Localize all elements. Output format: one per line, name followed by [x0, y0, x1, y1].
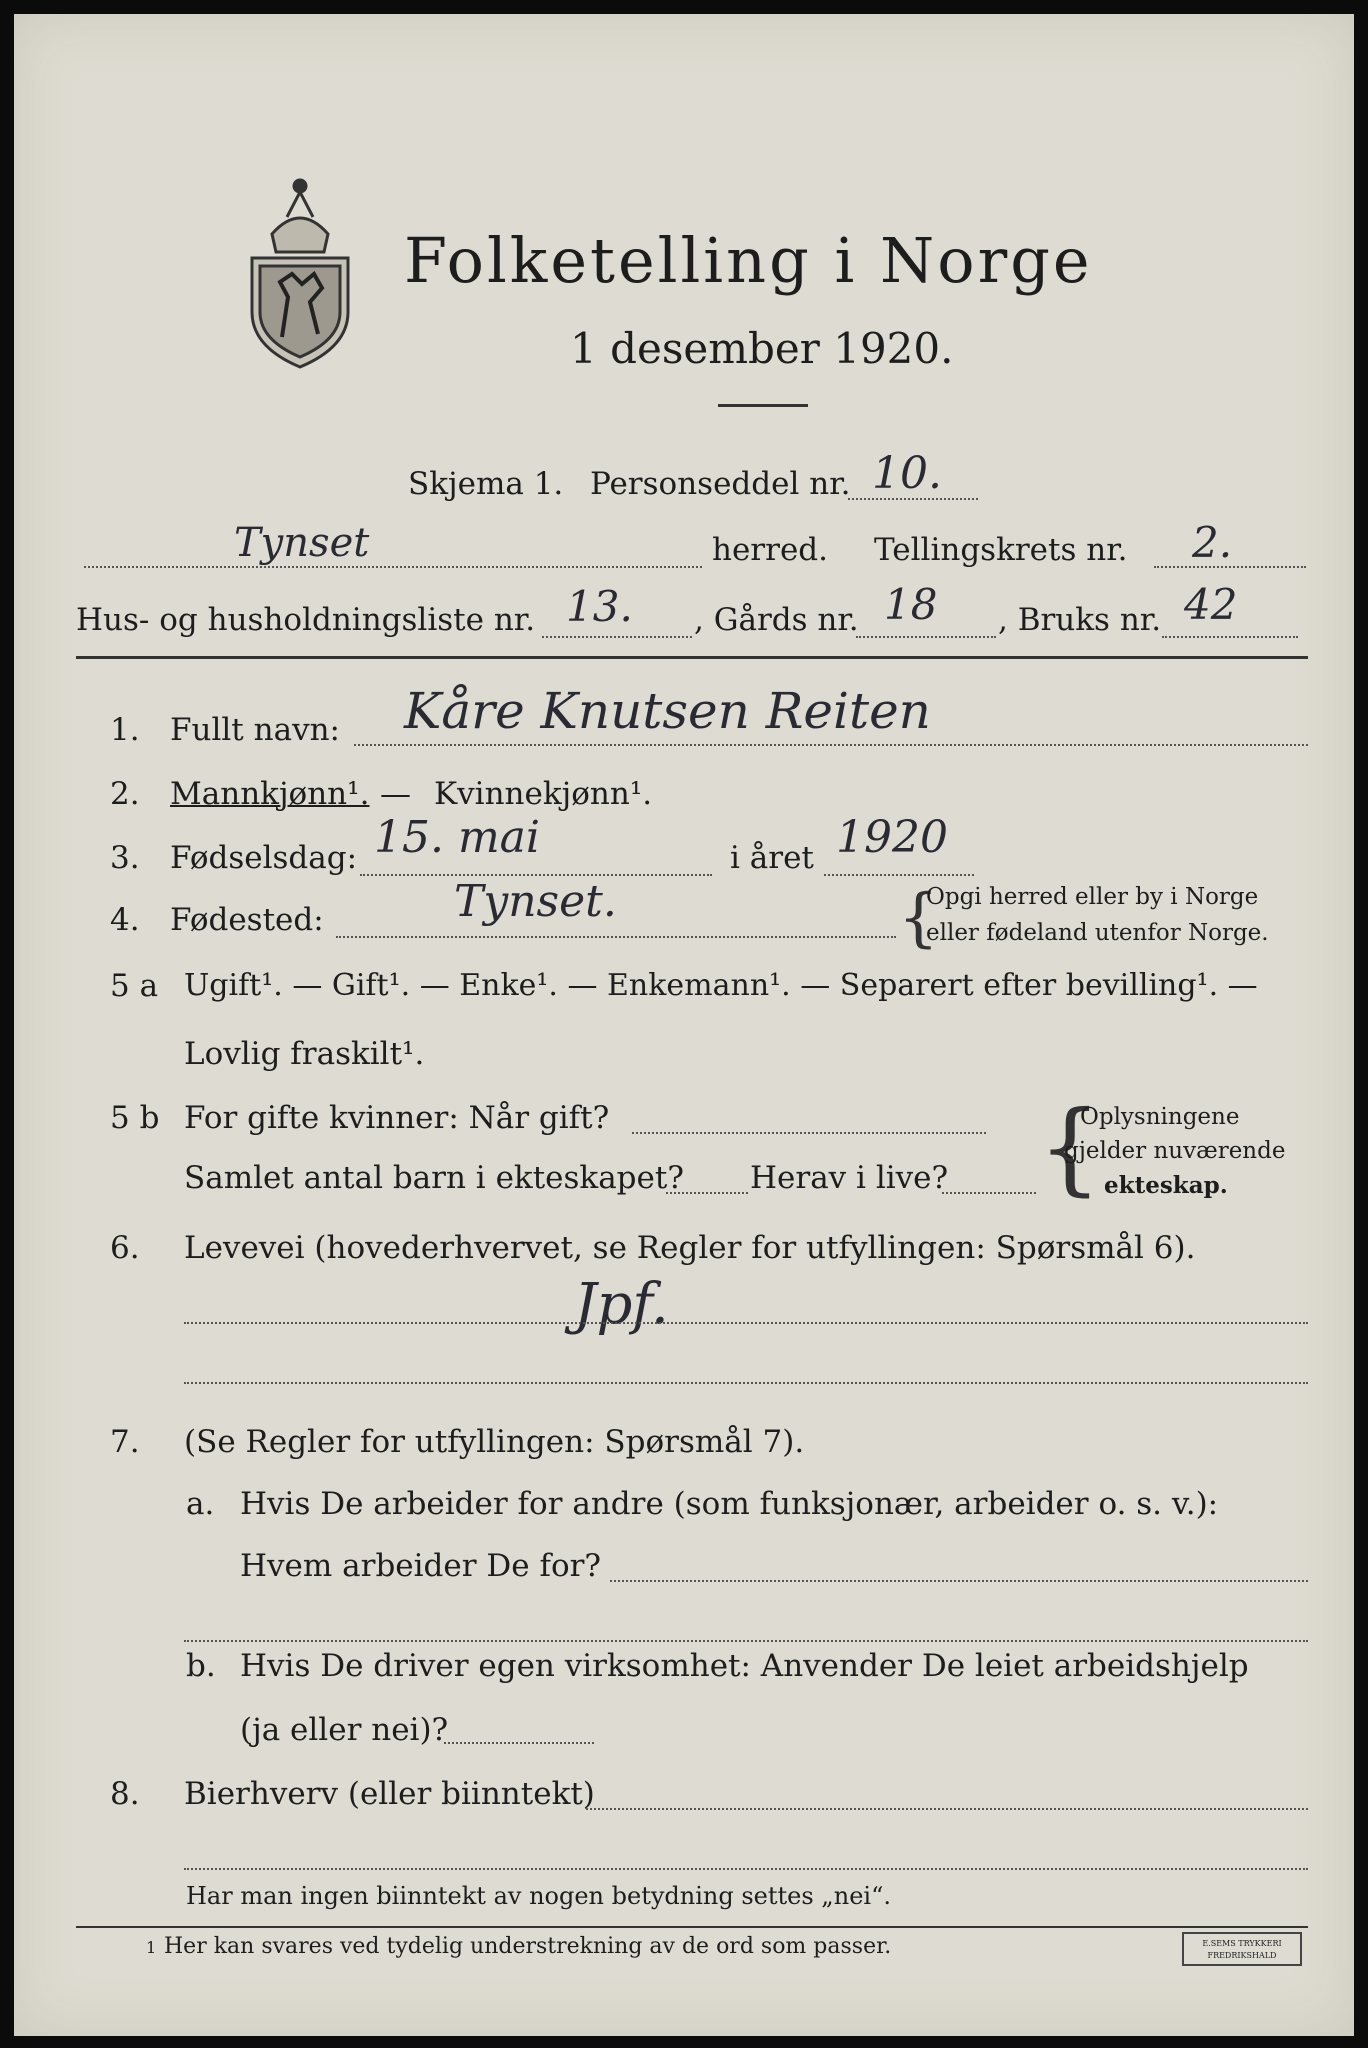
q7-label: (Se Regler for utfyllingen: Spørsmål 7). [184, 1424, 805, 1460]
bruks-value: 42 [1184, 580, 1238, 629]
footnote-mark: 1 [146, 1938, 157, 1957]
hus-label: Hus- og husholdningsliste nr. [76, 602, 536, 638]
q5b-alive-field-line [942, 1192, 1036, 1194]
q5a-line1: Ugift¹. — Gift¹. — Enke¹. — Enkemann¹. — Separert efter bevilling¹. — [184, 968, 1258, 1003]
gards-label: , Gårds nr. [694, 602, 859, 638]
q5b-when-field-line [632, 1132, 986, 1134]
q7a-field-line2 [184, 1640, 1308, 1642]
q1-number: 1. [110, 712, 140, 748]
printer-stamp: E.SEMS TRYKKERI FREDRIKSHALD [1182, 1932, 1302, 1966]
census-date: 1 desember 1920. [570, 324, 954, 373]
q5b-number: 5 b [110, 1100, 160, 1136]
tellingskrets-label: Tellingskrets nr. [874, 532, 1128, 568]
q8-number: 8. [110, 1776, 140, 1812]
personseddel-value: 10. [872, 448, 942, 499]
bruks-label: , Bruks nr. [998, 602, 1162, 638]
q8-field-line1 [586, 1808, 1308, 1810]
q3-year-field-line [824, 874, 974, 876]
q4-field-line [336, 936, 896, 938]
q4-label: Fødested: [170, 902, 324, 938]
q7-number: 7. [110, 1424, 140, 1460]
q7b-field-line [444, 1742, 594, 1744]
footnote-separator [76, 1926, 1308, 1928]
q5b-line2-alive: Herav i live? [750, 1160, 949, 1196]
q8-field-line2 [184, 1868, 1308, 1870]
q5b-brace: { [1038, 1089, 1102, 1206]
gards-value: 18 [884, 580, 938, 629]
q5b-line1: For gifte kvinner: Når gift? [184, 1100, 610, 1136]
q3-year-value: 1920 [836, 812, 948, 863]
q2-separator: — [380, 776, 411, 812]
title-divider [718, 404, 808, 407]
q2-number: 2. [110, 776, 140, 812]
herred-value: Tynset [234, 520, 370, 566]
header-separator [76, 656, 1308, 659]
q4-number: 4. [110, 902, 140, 938]
q7a-line1: Hvis De arbeider for andre (som funksjonær, arbeider o. s. v.): [240, 1486, 1219, 1522]
q4-note-line2: eller fødeland utenfor Norge. [926, 920, 1269, 946]
q4-brace: { [898, 881, 939, 955]
q5b-note-line3: ekteskap. [1104, 1172, 1228, 1199]
census-form-page [14, 14, 1354, 2036]
q4-value: Tynset. [454, 876, 617, 927]
q5a-number: 5 a [110, 968, 159, 1004]
q5a-line2: Lovlig fraskilt¹. [184, 1036, 425, 1072]
q8-note: Har man ingen biinntekt av nogen betydning settes „nei“. [186, 1882, 891, 1910]
skjema-label: Skjema 1. [408, 466, 564, 502]
bruks-field-line [1162, 636, 1298, 638]
q6-number: 6. [110, 1230, 140, 1266]
q7a-letter: a. [186, 1486, 215, 1522]
hus-field-line [542, 636, 692, 638]
herred-field-line [84, 566, 702, 568]
q1-value: Kåre Knutsen Reiten [404, 682, 931, 740]
q3-value: 15. mai [374, 812, 540, 863]
gards-field-line [856, 636, 996, 638]
q5b-children-field-line [666, 1192, 748, 1194]
q1-field-line [354, 744, 1308, 746]
q7b-line2: (ja eller nei)? [240, 1712, 449, 1748]
q3-label: Fødselsdag: [170, 840, 358, 876]
q1-label: Fullt navn: [170, 712, 340, 748]
q6-label: Levevei (hovederhvervet, se Regler for utfyllingen: Spørsmål 6). [184, 1230, 1196, 1266]
q5b-note-line2: gjelder nuværende [1064, 1138, 1286, 1164]
q5b-note-line1: Oplysningene [1080, 1104, 1240, 1130]
q5b-line2-children: Samlet antal barn i ekteskapet? [184, 1160, 684, 1196]
q7a-field-line1 [610, 1580, 1308, 1582]
form-title: Folketelling i Norge [404, 224, 1093, 297]
q7b-letter: b. [186, 1648, 216, 1684]
norway-coat-of-arms-icon [232, 162, 368, 372]
hus-value: 13. [566, 582, 633, 631]
q3-year-label: i året [730, 840, 814, 876]
q7b-line1: Hvis De driver egen virksomhet: Anvender De leiet arbeidshjelp [240, 1648, 1249, 1684]
q3-number: 3. [110, 840, 140, 876]
q2-female-option: Kvinnekjønn¹. [434, 776, 653, 812]
q7a-line2: Hvem arbeider De for? [240, 1548, 602, 1584]
tellingskrets-value: 2. [1192, 518, 1233, 567]
q6-field-line1 [184, 1322, 1308, 1324]
footnote-text: Her kan svares ved tydelig understrekning av de ord som passer. [164, 1934, 892, 1959]
q4-note-line1: Opgi herred eller by i Norge [926, 884, 1259, 910]
q2-male-option: Mannkjønn¹. [170, 776, 370, 812]
personseddel-label: Personseddel nr. [590, 466, 851, 502]
herred-label: herred. [712, 532, 828, 568]
q8-label: Bierhverv (eller biinntekt) [184, 1776, 595, 1812]
q6-value: Jpf. [574, 1272, 669, 1337]
q6-field-line2 [184, 1382, 1308, 1384]
